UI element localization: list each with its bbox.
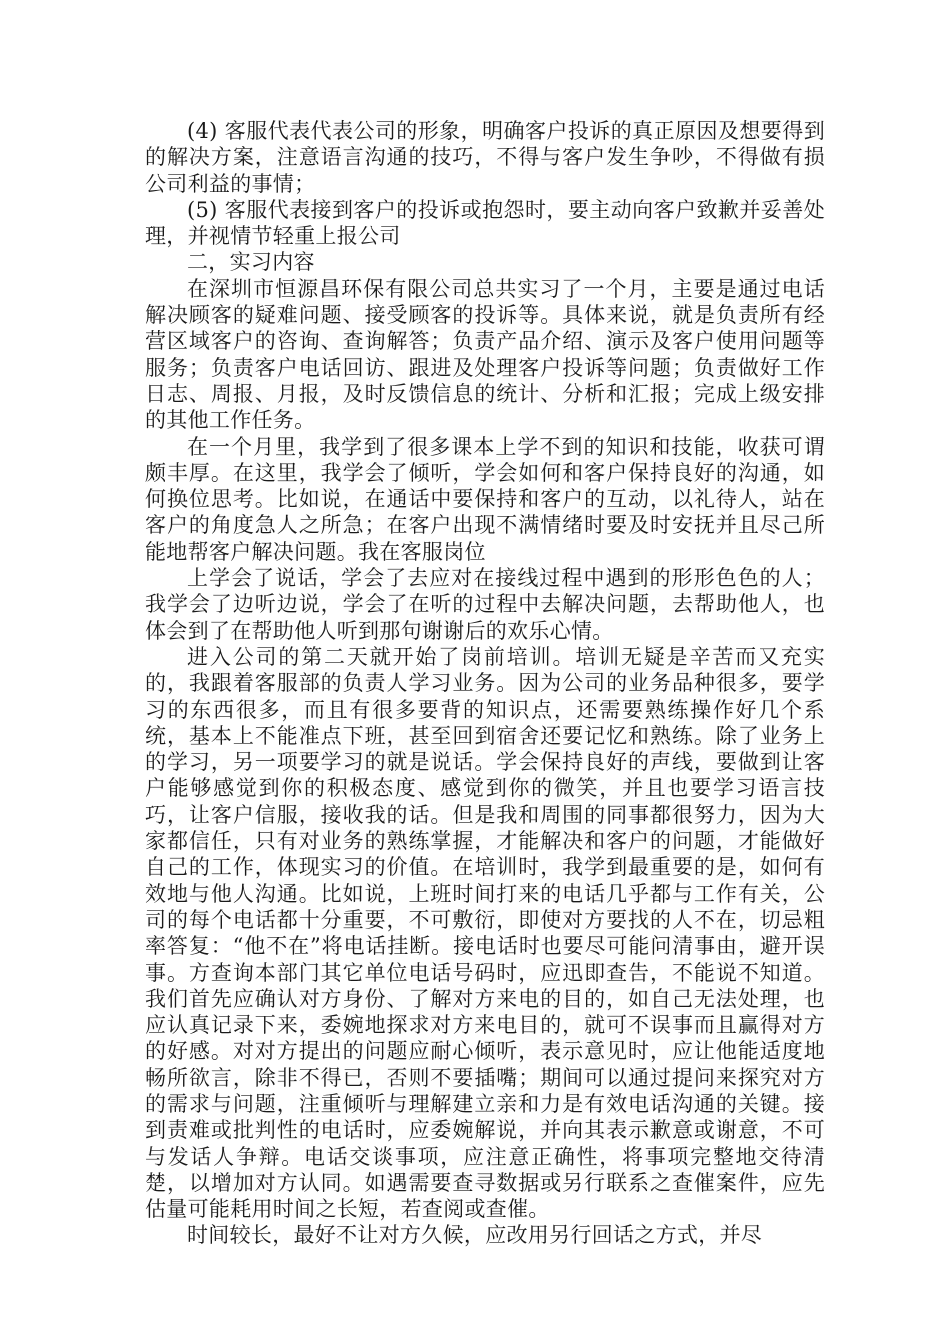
paragraph-learnings-continued: 上学会了说话，学会了去应对在接线过程中遇到的形形色色的人；我学会了边听边说，学会了在听的过程中去解决问题，去帮助他人，也体会到了在帮助他人听到那句谢谢后的欢乐心情。 [145, 566, 825, 643]
paragraph-training: 进入公司的第二天就开始了岗前培训。培训无疑是辛苦而又充实的，我跟着客服部的负责人学习业务。因为公司的业务品种很多，要学习的东西很多，而且有很多要背的知识点，还需要熟练操作好几个系统，基本上不能准点下班，甚至回到宿舍还要记忆和熟练。除了业务上的学习，另一项要学习的就是说话。学会保持良好的声线，要做到让客户能够感觉到你的积极态度、感觉到你的微笑，并且也要学习语言技巧，让客户信服，接收我的话。但是我和周围的同事都很努力，因为大家都信任，只有对业务的熟练掌握，才能解决和客户的问题，才能做好自己的工作，体现实习的价值。在培训时，我学到最重要的是，如何有效地与他人沟通。比如说，上班时间打来的电话几乎都与工作有关，公司的每个电话都十分重要，不可敷衍，即使对方要找的人不在，切忌粗率答复：“他不在”将电话挂断。接电话时也要尽可能问清事由，避开误事。方查询本部门其它单位电话号码时，应迅即查告，不能说不知道。我们首先应确认对方身份、了解对方来电的目的，如自己无法处理，也应认真记录下来，委婉地探求对方来电目的，就可不误事而且赢得对方的好感。对对方提出的问题应耐心倾听，表示意见时，应让他能适度地畅所欲言，除非不得已，否则不要插嘴；期间可以通过提问来探究对方的需求与问题，注重倾听与理解建立亲和力是有效电话沟通的关键。接到责难或批判性的电话时，应委婉解说，并向其表示歉意或谢意，不可与发话人争辩。电话交谈事项，应注意正确性，将事项完整地交待清楚，以增加对方认同。如遇需要查寻数据或另行联系之查催案件，应先估量可能耗用时间之长短，若查阅或查催。 [145, 644, 825, 1222]
paragraph-complaint-rule-5: (5) 客服代表接到客户的投诉或抱怨时，要主动向客户致歉并妥善处理，并视情节轻重上报公司 [145, 197, 825, 249]
paragraph-complaint-rule-4: (4) 客服代表代表公司的形象，明确客户投诉的真正原因及想要得到的解决方案，注意语言沟通的技巧，不得与客户发生争吵，不得做有损公司利益的事情； [145, 119, 825, 196]
document-page [145, 118, 825, 1249]
paragraph-internship-overview: 在深圳市恒源昌环保有限公司总共实习了一个月，主要是通过电话解决顾客的疑难问题、接受顾客的投诉等。具体来说，就是负责所有经营区域客户的咨询、查询解答；负责产品介绍、演示及客户使用问题等服务；负责客户电话回访、跟进及处理客户投诉等问题；负责做好工作日志、周报、月报，及时反馈信息的统计、分析和汇报；完成上级安排的其他工作任务。 [145, 276, 825, 433]
section-heading-internship-content: 二，实习内容 [187, 250, 315, 275]
paragraph-learnings: 在一个月里，我学到了很多课本上学不到的知识和技能，收获可谓颇丰厚。在这里，我学会了倾听，学会如何和客户保持良好的沟通，如何换位思考。比如说，在通话中要保持和客户的互动，以礼待人，站在客户的角度急人之所急；在客户出现不满情绪时要及时安抚并且尽己所能地帮客户解决问题。我在客服岗位 [145, 434, 825, 564]
paragraph-training-continued: 时间较长，最好不让对方久候，应改用另行回话之方式，并尽 [187, 1223, 763, 1248]
